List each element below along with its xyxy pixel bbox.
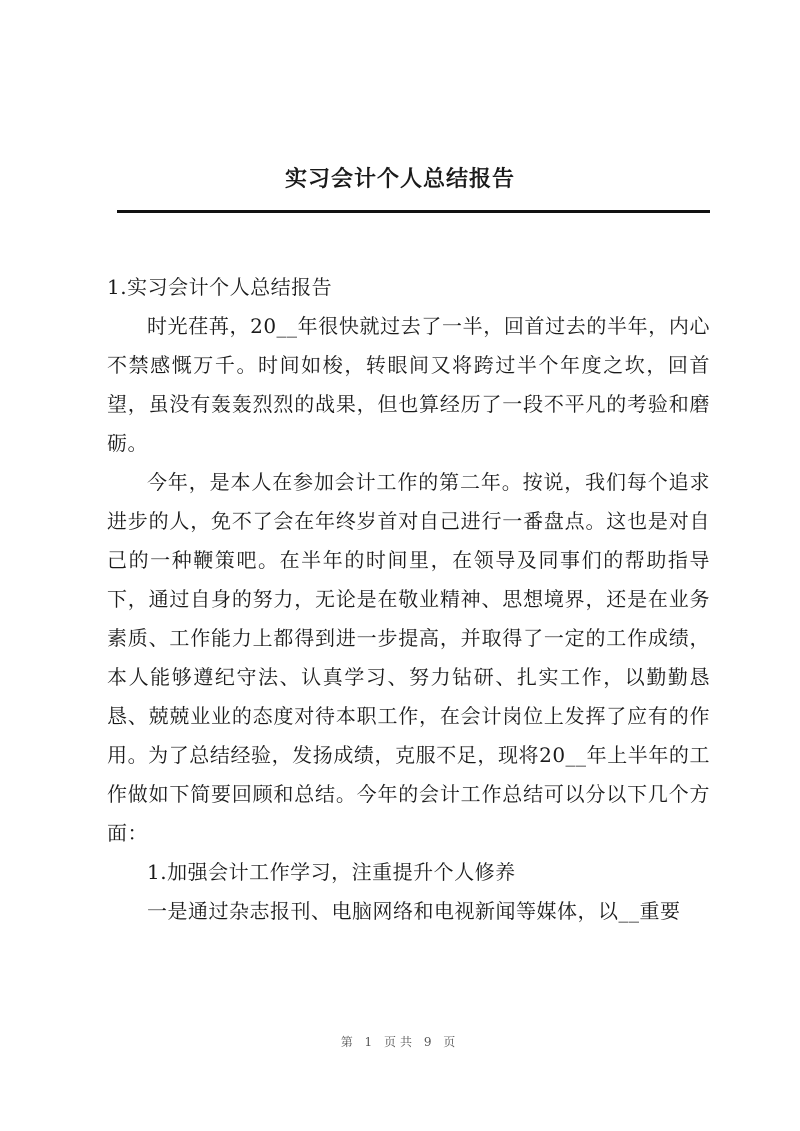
page-footer: 第 1 页共 9 页 <box>340 1035 460 1049</box>
document-body <box>107 268 710 931</box>
paragraph-3: 一是通过杂志报刊、电脑网络和电视新闻等媒体，以__重要 <box>147 899 681 923</box>
paragraph-2: 今年，是本人在参加会计工作的第二年。按说，我们每个追求进步的人，免不了会在年终岁首对自己进行一番盘点。这也是对自己的一种鞭策吧。在半年的时间里，在领导及同事们的帮助指导下，通过自身的努力，无论是在敬业精神、思想境界，还是在业务素质、工作能力上都得到进一步提高，并取得了一定的工作成绩，本人能够遵纪守法、认真学习、努力钻研、扎实工作，以勤勤恳恳、兢兢业业的态度对待本职工作，在会计岗位上发挥了应有的作用。为了总结经验，发扬成绩，克服不足，现将20__年上半年的工作做如下简要回顾和总结。今年的会计工作总结可以分以下几个方面： <box>107 470 710 845</box>
paragraph-1: 时光荏苒，20__年很快就过去了一半，回首过去的半年，内心不禁感慨万千。时间如梭，转眼间又将跨过半个年度之坎，回首望，虽没有轰轰烈烈的战果，但也算经历了一段不平凡的考验和磨砺。 <box>107 314 710 455</box>
section-heading: 1.实习会计个人总结报告 <box>107 275 333 299</box>
page-title: 实习会计个人总结报告 <box>284 166 515 192</box>
title-divider <box>117 210 710 213</box>
sub-heading: 1.加强会计工作学习，注重提升个人修养 <box>147 860 516 884</box>
